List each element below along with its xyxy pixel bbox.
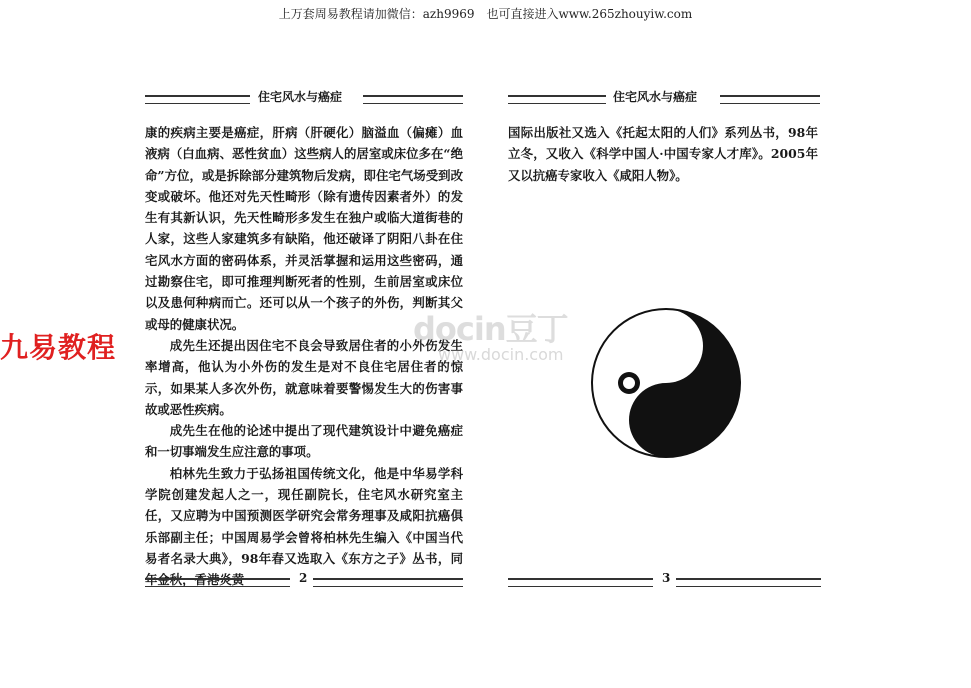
yin-yang-icon <box>589 306 743 460</box>
right-header-title: 住宅风水与癌症 <box>610 88 700 105</box>
paragraph: 国际出版社又选入《托起太阳的人们》系列丛书，98年立冬，又收入《科学中国人·中国专家人才库》。2005年又以抗癌专家收入《咸阳人物》。 <box>508 125 818 183</box>
left-page-footer <box>145 571 463 588</box>
right-page-header <box>508 92 830 106</box>
paragraph: 成先生在他的论述中提出了现代建筑设计中避免癌症和一切事端发生应注意的事项。 <box>145 423 463 460</box>
footer-rule-right <box>676 578 821 587</box>
paragraph: 柏林先生致力于弘扬祖国传统文化，他是中华易学科学院创建发起人之一，现任副院长，住宅风水研究室主任，又应聘为中国预测医学研究会常务理事及咸阳抗癌俱乐部副主任；中国周易学会曾将柏林先生编入《中国当代易者名录大典》，98年春又选取入《东方之子》丛书，同年金秋，香港炎黄 <box>145 465 463 588</box>
left-header-title: 住宅风水与癌症 <box>255 88 345 105</box>
left-page-body <box>145 122 463 591</box>
left-page-header <box>145 92 463 106</box>
top-banner: 上万套周易教程请加微信：azh9969 也可直接进入www.265zhouyiw.com <box>278 7 693 21</box>
page-number: 2 <box>299 571 308 585</box>
footer-rule-right <box>313 578 463 587</box>
page-number: 3 <box>662 571 671 585</box>
watermark-logo: docin豆丁 <box>413 310 568 348</box>
header-rule-right <box>363 95 463 104</box>
brand-logo-text: 九易教程 <box>0 331 117 364</box>
header-rule-right <box>720 95 820 104</box>
header-rule-left <box>508 95 606 104</box>
right-page-body <box>508 122 818 186</box>
paragraph: 康的疾病主要是癌症，肝病（肝硬化）脑溢血（偏瘫）血液病（白血病、恶性贫血）这些病人的居室或床位多在“绝命”方位，或是拆除部分建筑物后发病，即住宅气场受到改变或破坏。他还对先天性畸形（除有遗传因素者外）的发生有其新认识，先天性畸形多发生在独户或临大道街巷的人家，这些人家建筑多有缺陷，他还破译了阴阳八卦在住宅风水方面的密码体系，并灵活掌握和运用这些密码，通过勘察住宅，即可推理判断死者的性别，生前居室或床位以及患何种病而亡。还可以从一个孩子的外伤，判断其父或母的健康状况。 <box>145 125 463 332</box>
footer-rule-left <box>508 578 653 587</box>
header-rule-left <box>145 95 250 104</box>
paragraph: 成先生还提出因住宅不良会导致居住者的小外伤发生率增高，他认为小外伤的发生是对不良住宅居住者的惊示，如果某人多次外伤，就意味着要警惕发生大的伤害事故或恶性疾病。 <box>145 337 463 417</box>
right-page-footer <box>508 571 830 588</box>
footer-rule-left <box>145 578 290 587</box>
watermark-url: www.docin.com <box>438 345 564 364</box>
